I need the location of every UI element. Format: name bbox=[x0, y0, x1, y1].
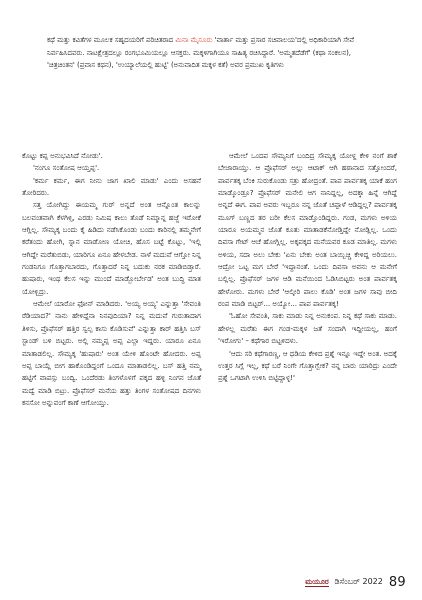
paragraph: 'ಓಹೋ ಸೇವಂತಿ, ಸಾಕು ಮಾಡು ನಿನ್ನ ಅನುಕಂಪ. ನಿನ್ನ ಕಥೆ ಸಾಕು ಮಾಡು. ಹೇಳಲ್ಲ ಮರೆತು ಈಗ ಗಂಡ-ಮಕ್ಕಳ ಜತೆ ಸಂದಾಗಿ ಇದ್ದೀಯಲ್ಲ, ಹಂಗೆ 'ಇರೋಗು' – ಕಥೆಗಾರ ಬಿಟ್ಟಳಿದಳು. bbox=[218, 311, 397, 346]
paragraph: 'ಆದು ಸರಿ ಕಥೆಗಾರಣ್ಣ, ಆ ಧಡಿಯ ಕೇಳಿದ ಪ್ರಶ್ನೆ ಇನ್ನೂ ಇದ್ದೇ ಅಂತ. ಅದಕ್ಕೆ ಉತ್ತರ ಸಿಗ್ಲೆ ಇಲ್ಲ, ಕಥೆ ಬರೆ ನಿಂಗೇ ಗೊತ್ತಾಗ್ಬೇಕ? ನನ್ನ ಬಾರು ಯಾರಿದ್ರು ಎಂದೇ ಪ್ರಶ್ನೆ ಒಗಟಾಗಿ ಉಳಿಸಿ ಬಿಟ್ಟಿದ್ದಾಳ್ಳ!' bbox=[218, 348, 397, 383]
author-name: ಮಿನಾ ಮೈಸೂರು bbox=[175, 35, 213, 44]
paragraph: ಕೊಟ್ಟು ಕಪ್ಪ ಅನುಭವಿಸಿದೆ ನೋಡು'. bbox=[22, 151, 103, 160]
article-column-right bbox=[218, 150, 397, 568]
paragraph: 'ನಂಗೂ ಸಂತೋಷ ಆಯ್ತಪ್ಪ'. bbox=[33, 163, 100, 173]
magazine-logo: ಮಯೂರ bbox=[305, 577, 329, 586]
author-bio-box bbox=[47, 34, 369, 134]
author-bio-pre: ಕಥೆ ಮತ್ತು ಕವಿತೆಗಳ ಮೂಲಕ ಸಹೃದಯರಿಗೆ ಪರಿಚಿತರಾದ bbox=[47, 35, 176, 44]
paragraph: 'ಕರ್ಮ ಕರ್ಮ, ಈಗ ನೀನು ಜಾಗ ಖಾಲಿ ಮಾಡು' ಎಂದು ಅಸಹನೆ ತೋರಿದರು. bbox=[22, 175, 201, 198]
author-bio-post: 'ವಾರ್ತಾ ಮತ್ತು ಪ್ರಸಾರ ಸಚಿವಾಲಯ'ದಲ್ಲಿ ಅಧಿಕಾರಿಯಾಗಿ ಸೇವೆ ನಿರ್ವಹಿಸಿದವರು. ನಾಟಕ್ಷೇತ್ರದಲ್ಲೂ ರಂಗಭೂಮಿಯಲ್ಲೂ ಆಸಕ್ತರು. ಮಕ್ಕಳಿಗಾಗಿಯೂ ಸಾಹಿತ್ಯ ರಚಿಸಿದ್ದಾರೆ. 'ಅಮ್ಮತದೆಡೆಗೆ' (ಕಥಾ ಸಂಕಲನ), 'ಚಿತ್ರಚಿಂತನ' (ಪ್ರವಾಸ ಕಥನ), 'ಉಯ್ಯಾಲೆಯಲ್ಲಿ ಹುಟ್ಟಿ' (ಅನುವಾದಿತ ಮಕ್ಕಳ ಕತೆ) ಅವರ ಪ್ರಮುಖ ಕೃತಿಗಳು bbox=[47, 35, 354, 70]
author-bio-text bbox=[47, 34, 369, 72]
page-footer bbox=[236, 572, 406, 592]
issue-date: ಡಿಸೆಂಬರ್ 2022 bbox=[334, 577, 383, 586]
article-column-left bbox=[22, 150, 201, 568]
page-number: 89 bbox=[388, 574, 406, 590]
paragraph: ಆಮೇಲೆ ಯಾರೋ ಫೋನ್ ಮಾಡಿದರು. 'ಅಯ್ಯ ಅಯ್ಯ' ಎನ್ನುತ್ತಾ 'ಸೇವಂತಿ ರೆಡಿಯಾದ?' ನಾನು ಹೇಳಿದ್ದೆನಾ ನಿನಪುದಿಯಾ? ನಿನ್ನ ಮದುವೆ ಗುರುತಾದಾಗ ತಿಳಿಸು, ಪ್ರೊಫೆಸರ್ ಹತ್ತಿರ ಸ್ವಲ್ಪ ಕಾಸು ಕೊಡಿಸುವೆ' ಎನ್ನುತ್ತಾ ಕಾರ್ ಹತ್ತಿಸಿ ಬಸ್ ಸ್ಟಾಂಡ್ ಬಳಿ ಬಿಟ್ಟರು. ಅಲ್ಲಿ ನಮ್ಮಪ್ಪ ಅಪ್ಪ ಎಲ್ಲಾ ಇದ್ದರು. ಯಾರೂ ಏನೂ ಮಾತಾಡಲಿಲ್ಲ. ಸೌಮ್ಯಕ್ಕ 'ಹುಷಾರು' ಅಂತ ಯೇಳಿ ಹೊಂಟೇ ಹೋದರು. ಅಪ್ಪ ಅಪ್ಪ ಬಾಯ್ಲೆ ಬೀಗ ಹಾಕೊಂಡಿದ್ದಂಗೆ ಒಂದೂ ಮಾತಾಡಲಿಲ್ಲ. ಬಸ್ ಹತ್ತಿ ನಮ್ಮ ಹಟ್ಟಿಗೆ ವಾಪಸ್ಸು ಬಂದ್ವಿ. ಒಂದೆರಡು ತಿಂಗಳೊಳಗೆ ಪಕ್ಕದ ಹಳ್ಳಿ ನಿಂಗನ ಜೊತೆ ಮದ್ವೆ ಮಾಡಿ ಬಿಟ್ರು. ಪ್ರೊಫೆಸರ್ ಮನೆಯ ಹತ್ತು ತಿಂಗಳ ಸಂತೋಷದ ದಿನಗಳು ಕನಸೋ ಅನ್ನುವಂಗೆ ಕಾಣೆ ಆಗೋಯ್ತು. bbox=[22, 299, 201, 407]
paragraph: ಆಮೇಲೆ ಒಂದಪ ಸೌಮ್ಯನಿಗೆ ಬಂದಿದ್ರ ಸೌಮ್ಯಕ್ಕ ಯೋಳ್ದ ಕೇಳಿ ನಂಗೆ ಶಾಕೆ ಬೇಜಾರಾಯ್ತು. ಆ ಪ್ರೊಫೆಸರ್ ಅಲ್ಲು ಆಟಾಕ್ ಆಗಿ ಹಠಾನಾದ ಸತ್ತೋಂದರೆ, ಪಾರ್ವತಕ್ಕ ಬೆಂಕಿ ಸುರುಕೊಂಡು ಸತ್ರು ಹೋದ್ರಂತೆ. ಪಾಪ ಪಾರ್ವತಕ್ಕ ಯಾಕೆ ಹಂಗ ಮಾಡ್ಕೊಂಡ್ರೂ? ಪ್ರೊಫೆಸರ್ ಮನೇಲಿ ಆಗ ನಾನಿದ್ದಲ್ಲ, ಅದಕ್ಕಾ ಹಿನ್ನೆ ಆಗಿದ್ದೆ ಅನ್ನದೆ ಈಗ. ಪಾಪ ಅವರು ಇಬ್ಬರೂ ನನ್ನ ಜೊತೆ ಚಪ್ಪಾಳೆ ಆಡಿದ್ದಲ್ಲ? ಪಾರ್ವತಕ್ಕ ಮೂಗ್ ಬಣ್ಣದ ತರ ಬರೀ ಕೆಲಸ ಮಾಡ್ತೊಂಡಿದ್ದರು. ಗಂಡ, ಮಗಳು ಅಳಿಯ ಯಾರೂ ಅಯಮ್ಮನ ಜೊತೆ ಕೂತು ಮಾತಾಡಕೆನೋಡ್ತಿದ್ದೇ ನೋಡ್ಲಿಲ್ಲ. ಒಂದು ದಿವಸಾ ಗೇಟ್ ಆಚೆ ಹೋಗ್ಲಿಲ್ಲ. ಅಕ್ಕಪಕ್ಕದ ಮನೆಯವರ ಕೂಡ ಮಾತಿಲ್ಲ. ಮಗಳು ಅಳಿಯ, ಸದಾ ಅಲು ಬೇಕು 'ಏನು ಬೇಕು ಅಂತ ಬಾಯ್ಬಿಚ್ಚಿ ಕೇಳಿದ್ದ ಅರಿಯಲು. ಆದ್ರೋ ಒಟ್ಟ ಮಗ ಬೇರೆ 'ಇದ್ದಾನಂತೆ. ಒಂದು ದಿವಸಾ ಅವನು ಆ ಮನೇಗೆ ಬಲ್ಲಿಲ್ಲ. ಪ್ರೊಫೆಸರ್ ಜಗಳ ಆಡಿ ಮನೆಯಿಂದ ಓಡಿಸಿಬಿಟ್ಟರು ಅಂತ ಪಾರ್ವತಕ್ಕ ಹೇಳೋರು. ಮಗಳು ಬೇರೆ 'ಆಲ್ಕೀರಿ ಪಾಲು ಕೊಡಿ' ಅಂತ ಜಗಳ ಸಾವು ಬೀದಿ ರಂಪ ಮಾಡಿ ಬಿಟ್ಟರ್... ಅಯ್ಯೋ... ಪಾಪ ಪಾರ್ವತಕ್ಕ! bbox=[218, 151, 397, 309]
paragraph: ಸತ್ತ ಯೋಗಿದ್ದು ಈಯಮ್ಮ ಗುರ್ ಅನ್ನದೆ ಅಂತ ಆನ್ನೊಂತ ಕಾಲನ್ನು ಬಲವಂತವಾಗಿ ಕೆಳಗಿಳ್ಸಿ, ಎರಡು ನಿಮಿಷ ಕಾಲು ತೊಡೆ ನಿಮ್ಮಾನ್ನ ಹಜ್ಜೆ ಇರೋಕೆ ಆಗ್ಲಿಲ್ಲ. ಸೌಮ್ಯಕ್ಕ ಬಂದು ಕೈ ಹಿಡಿದು ನಡೆಸಿಕೊಂಡು ಬಂದು ಕಾರಿನಲ್ಲಿ ತಮ್ಮನೇಗೆ ಕರೆತಂದು ಹೋಗಿ, ಸ್ನಾನ ಮಾಡೋಣ ಯೋಚಿ, ಹೊಸ ಬಟ್ಟೆ ಕೊಟ್ಟು, 'ಇಲ್ಲಿ ಆಗಿದ್ದೇ ಮರೆತುಬಿಡು, ಯಾರಿಗೂ ಏನೂ ಹೇಳಬೇಡ. ನಾಳೆ ಮದುವೆ ಆಗ್ತೋ ನಿನ್ನ ಗಂಡನಿಗೂ ಗೊತ್ತಾಗಬಾರದು, ಗೊತ್ತಾದರೆ ನಿನ್ನ ಬದುಕು ನರಕ ಮಾಡಿಬಿಡ್ತಾರೆ. ಹುಷಾರು, ಇಂಥ ಕೆಲಸ ಇನ್ನು ಮುಂದೆ ಮಾಡ್ಬೋರ್ಬೇಡ' ಅಂತ ಬುದ್ಧಿ ಮಾತ ಯೋಳ್ಬಿದ್ರು. bbox=[22, 200, 201, 296]
